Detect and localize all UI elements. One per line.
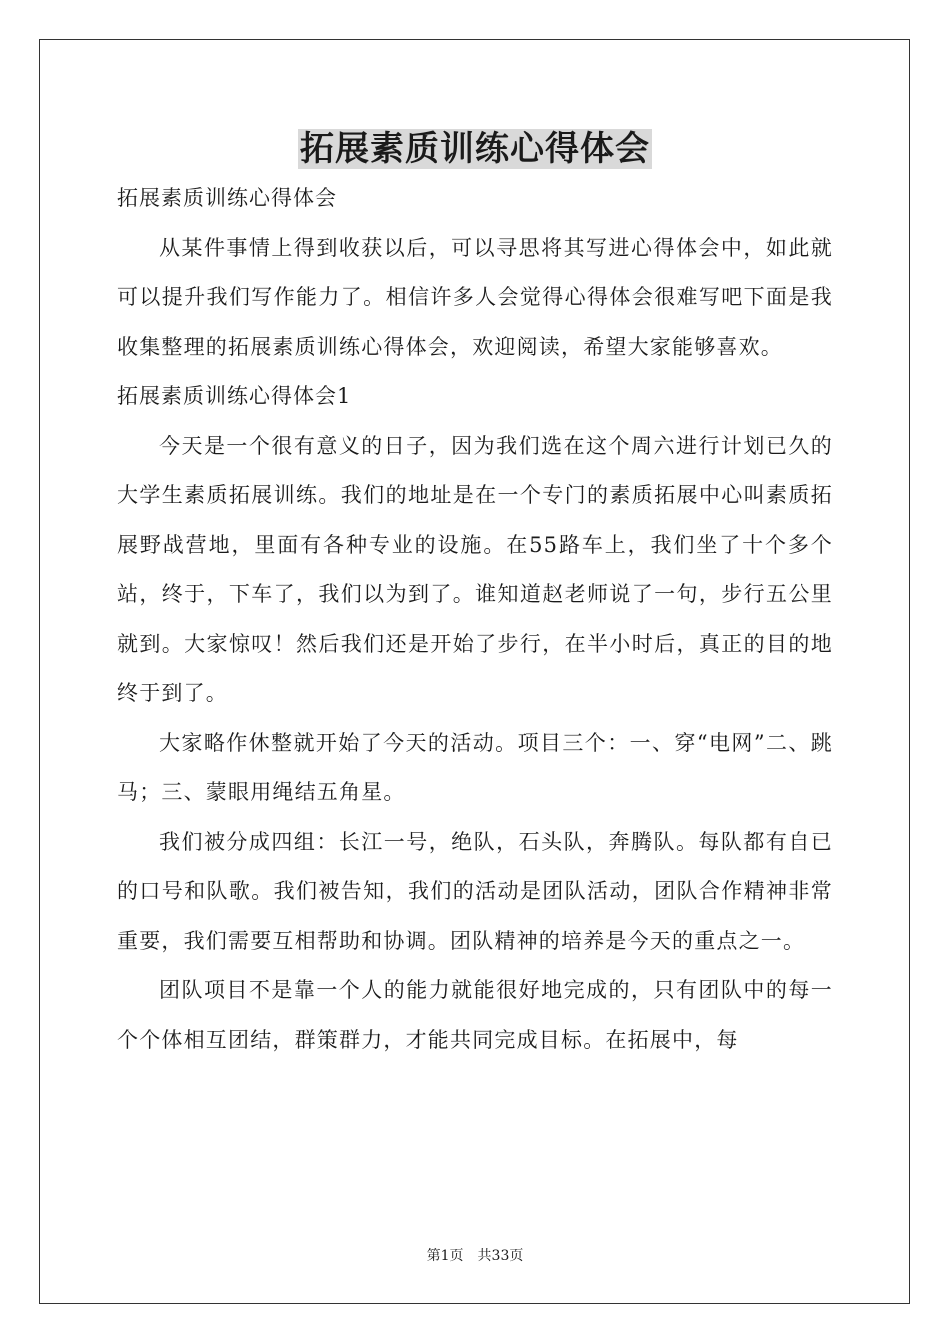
document-subtitle: 拓展素质训练心得体会 (117, 186, 337, 210)
page-footer (0, 1246, 950, 1266)
document-body (117, 174, 833, 1065)
document-title-text: 拓展素质训练心得体会 (300, 129, 650, 169)
document-title (0, 124, 950, 174)
body-paragraph: 今天是一个很有意义的日子，因为我们选在这个周六进行计划已久的大学生素质拓展训练。我们的地址是在一个专门的素质拓展中心叫素质拓展野战营地，里面有各种专业的设施。在55路车上，我们坐了十个多个站，终于，下车了，我们以为到了。谁知道赵老师说了一句，步行五公里就到。大家惊叹！然后我们还是开始了步行，在半小时后，真正的目的地终于到了。 (117, 433, 833, 705)
page-total: 共33页 (477, 1248, 524, 1264)
body-paragraph: 大家略作休整就开始了今天的活动。项目三个：一、穿“电网”二、跳马；三、蒙眼用绳结五角星。 (117, 730, 833, 804)
page-number: 第1页 (426, 1248, 464, 1264)
intro-paragraph: 从某件事情上得到收获以后，可以寻思将其写进心得体会中，如此就可以提升我们写作能力了。相信许多人会觉得心得体会很难写吧下面是我收集整理的拓展素质训练心得体会，欢迎阅读，希望大家能够喜欢。 (117, 235, 833, 359)
section-heading: 拓展素质训练心得体会1 (117, 384, 352, 408)
body-paragraph: 我们被分成四组：长江一号，绝队，石头队，奔腾队。每队都有自已的口号和队歌。我们被告知，我们的活动是团队活动，团队合作精神非常重要，我们需要互相帮助和协调。团队精神的培养是今天的重点之一。 (117, 829, 833, 953)
body-paragraph: 团队项目不是靠一个人的能力就能很好地完成的，只有团队中的每一个个体相互团结，群策群力，才能共同完成目标。在拓展中，每 (117, 978, 833, 1052)
